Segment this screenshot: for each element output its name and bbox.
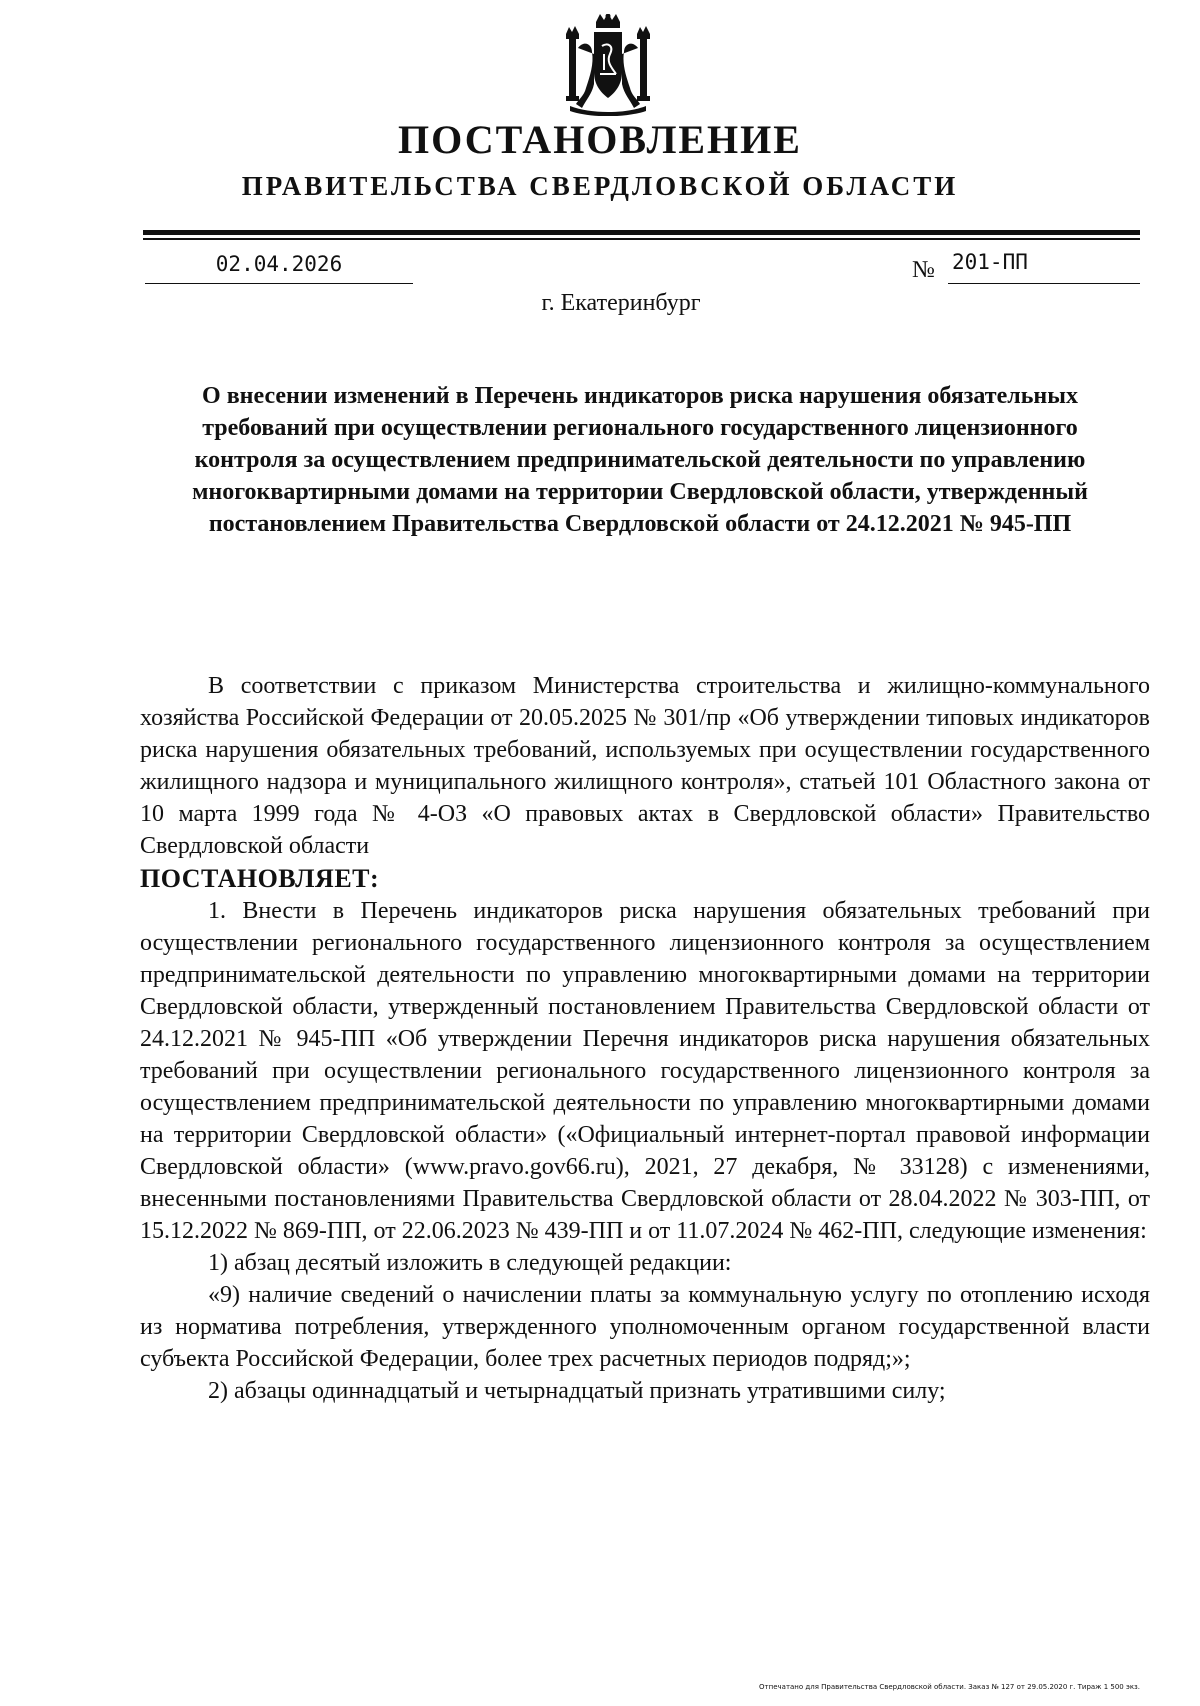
body-paragraph: «9) наличие сведений о начислении платы за коммунальную услугу по отоплению исходя из норматива потребления, утвержденного уполномоченным органом государственной власти субъекта Российской Федерации, более трех расчетных периодов подряд;»; — [140, 1282, 1150, 1372]
number-sign: № — [912, 257, 935, 283]
city-line: г. Екатеринбург — [541, 290, 701, 316]
date-underline — [145, 283, 413, 284]
print-footer-note: Отпечатано для Правительства Свердловской области. Заказ № 127 от 29.05.2020 г. Тираж 1 500 экз. — [759, 1683, 1140, 1691]
issuer-heading: ПРАВИТЕЛЬСТВА СВЕРДЛОВСКОЙ ОБЛАСТИ — [241, 171, 959, 201]
body-paragraph: 1) абзац десятый изложить в следующей редакции: — [208, 1250, 732, 1276]
body-paragraph: 2) абзацы одиннадцатый и четырнадцатый признать утратившими силу; — [208, 1378, 946, 1404]
document-type-heading: ПОСТАНОВЛЕНИЕ — [398, 117, 802, 162]
document-body — [140, 670, 1150, 1407]
document-title: О внесении изменений в Перечень индикаторов риска нарушения обязательных требований при осуществлении регионального государственного лицензионного контроля за осуществлением предпринимательской деятельности по управлению многоквартирными домами на территории Свердловской области, утвержденный постановлением Правительства Свердловской области от 24.12.2021 № 945-ПП — [192, 383, 1088, 537]
document-date: 02.04.2026 — [215, 252, 343, 276]
decree-keyword: ПОСТАНОВЛЯЕТ: — [140, 864, 380, 893]
header-divider-thick — [143, 230, 1140, 235]
number-underline — [948, 283, 1140, 284]
preamble-paragraph: В соответствии с приказом Министерства строительства и жилищно-коммунального хозяйства Российской Федерации от 20.05.2025 № 301/пр «Об утверждении типовых индикаторов риска нарушения обязательных требований, используемых при осуществлении государственного жилищного надзора и муниципального жилищного контроля», статьей 101 Областного закона от 10 марта 1999 года № 4-ОЗ «О правовых актах в Свердловской области» Правительство Свердловской области — [140, 673, 1150, 859]
header-divider-thin — [143, 238, 1140, 240]
body-paragraph: 1. Внести в Перечень индикаторов риска нарушения обязательных требований при осуществлении регионального государственного лицензионного контроля за осуществлением предпринимательской деятельности по управлению многоквартирными домами на территории Свердловской области, утвержденный постановлением Правительства Свердловской области от 24.12.2021 № 945-ПП «Об утверждении Перечня индикаторов риска нарушения обязательных требований при осуществлении регионального государственного лицензионного контроля за осуществлением предпринимательской деятельности по управлению многоквартирными домами на территории Свердловской области» («Официальный интернет-портал правовой информации Свердловской области» (www.pravo.gov66.ru), 2021, 27 декабря, № 33128) с изменениями, внесенными постановлениями Правительства Свердловской области от 28.04.2022 № 303-ПП, от 15.12.2022 № 869-ПП, от 22.06.2023 № 439-ПП и от 11.07.2024 № 462-ПП, следующие изменения: — [140, 898, 1150, 1244]
document-number: 201-ПП — [952, 250, 1028, 274]
coat-of-arms-emblem — [560, 14, 656, 116]
